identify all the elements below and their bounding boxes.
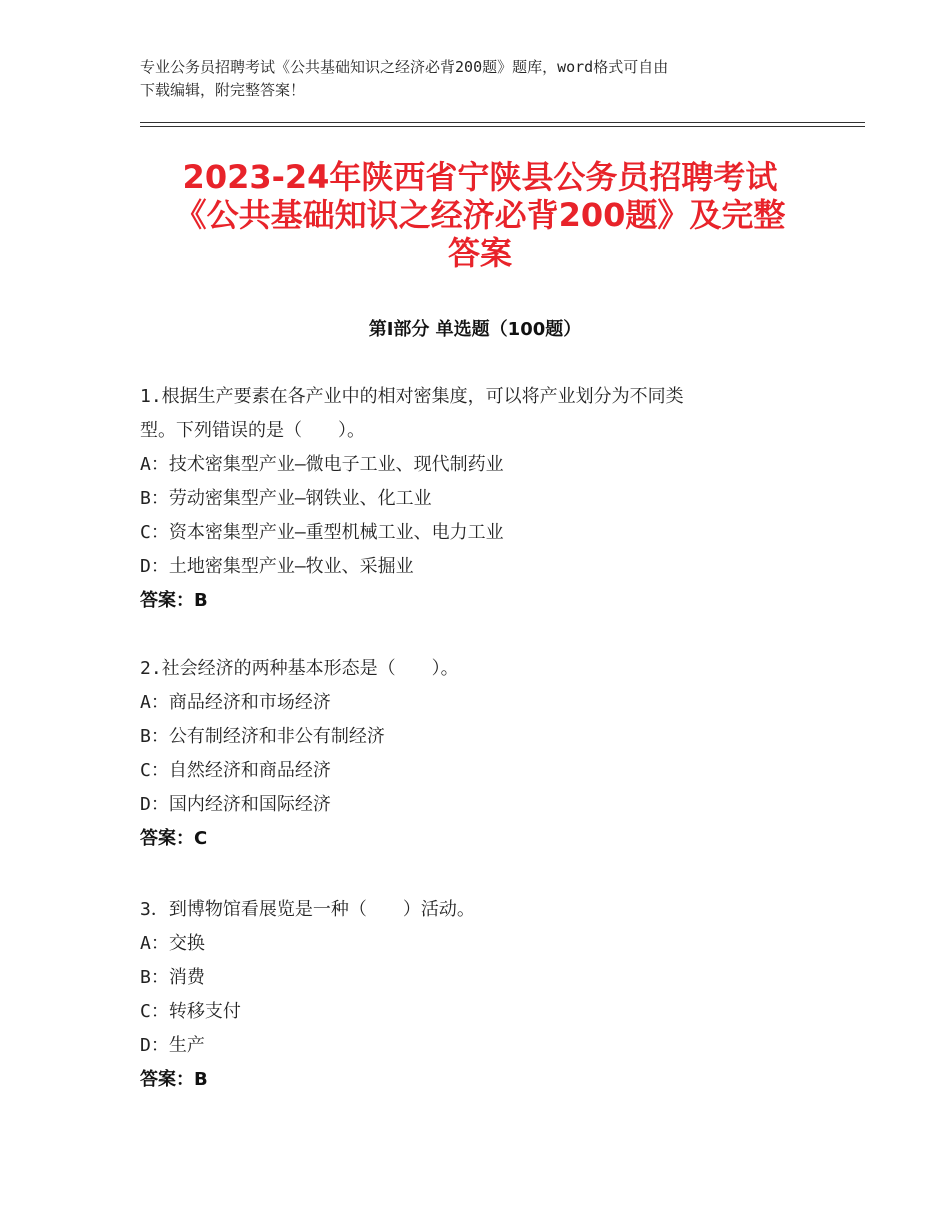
answer-label: 答案：B	[140, 590, 208, 611]
header-divider-thick	[140, 126, 865, 127]
header-note-line: 专业公务员招聘考试《公共基础知识之经济必背200题》题库，word格式可自由	[140, 58, 669, 76]
question-1	[140, 380, 820, 618]
header-note	[140, 56, 810, 102]
option-a: A：交换	[140, 933, 205, 954]
option-c: C：自然经济和商品经济	[140, 760, 331, 781]
option-a: A：技术密集型产业—微电子工业、现代制药业	[140, 454, 504, 475]
answer-label: 答案：B	[140, 1069, 208, 1090]
question-stem: 3．到博物馆看展览是一种（ ）活动。	[140, 899, 475, 920]
option-d: D：国内经济和国际经济	[140, 794, 331, 815]
header-divider	[140, 122, 865, 123]
question-3	[140, 893, 820, 1097]
question-stem: 2.社会经济的两种基本形态是（ ）。	[140, 658, 459, 679]
option-c: C：资本密集型产业—重型机械工业、电力工业	[140, 522, 504, 543]
question-stem	[140, 380, 820, 448]
answer-label: 答案：C	[140, 828, 208, 849]
option-d: D：土地密集型产业—牧业、采掘业	[140, 556, 414, 577]
title-line: 《公共基础知识之经济必背200题》及完整	[174, 196, 786, 234]
option-c: C：转移支付	[140, 1001, 241, 1022]
option-b: B：劳动密集型产业—钢铁业、化工业	[140, 488, 432, 509]
option-a: A：商品经济和市场经济	[140, 692, 331, 713]
title-line: 答案	[447, 234, 512, 272]
option-b: B：消费	[140, 967, 205, 988]
option-b: B：公有制经济和非公有制经济	[140, 726, 385, 747]
question-stem-line: 型。下列错误的是（ ）。	[140, 420, 365, 441]
section-heading: 第Ⅰ部分 单选题（100题）	[368, 319, 582, 340]
header-note-line: 下载编辑，附完整答案！	[140, 81, 306, 99]
question-2	[140, 652, 820, 856]
question-stem-line: 1.根据生产要素在各产业中的相对密集度，可以将产业划分为不同类	[140, 386, 684, 407]
option-d: D：生产	[140, 1035, 205, 1056]
title-line: 2023-24年陕西省宁陕县公务员招聘考试	[182, 158, 778, 196]
document-title	[120, 158, 840, 272]
